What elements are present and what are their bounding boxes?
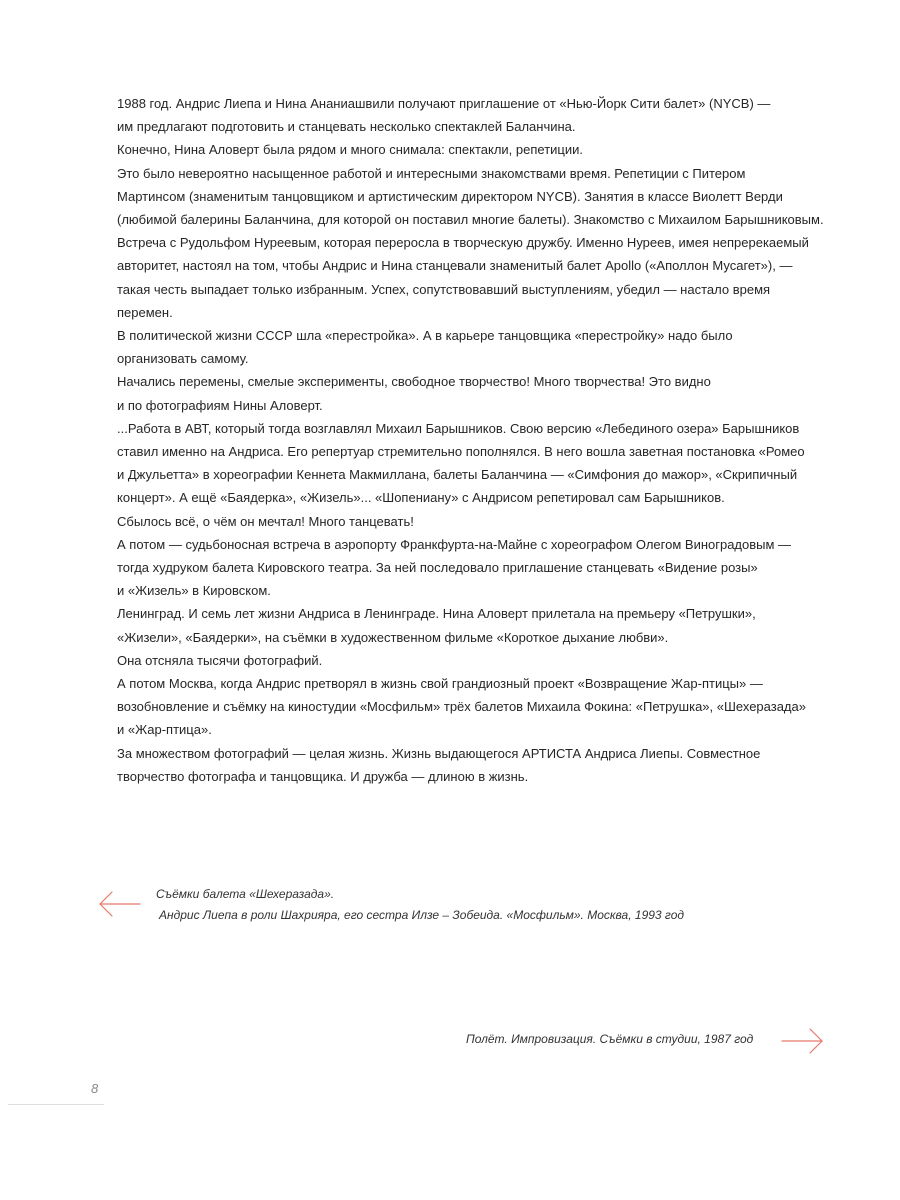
article-body [100,92,824,788]
paragraph [100,138,820,161]
paragraph [100,602,820,648]
arrow-right-icon [780,1027,824,1055]
paragraph-line: (любимой балерины Баланчина, для которой он поставил многие балеты). Знакомство с Михаилом Барышниковым. [117,212,824,228]
paragraph-line: «Жизели», «Баядерки», на съёмки в художественном фильме «Короткое дыхание любви». [117,629,669,645]
arrow-left-icon [98,890,142,918]
paragraph-line: За множеством фотографий — целая жизнь. Жизнь выдающегося АРТИСТА Андриса Лиепы. Совместное [117,745,761,761]
paragraph-line: авторитет, настоял на том, чтобы Андрис и Нина станцевали знаменитый балет Apollo («Аполлон Мусагет»), — [117,258,793,274]
photo-caption-left [156,884,684,926]
paragraph-line: 1988 год. Андрис Лиепа и Нина Ананиашвили получают приглашение от «Нью-Йорк Сити балет» (NYCB) — [117,96,771,111]
paragraph-line: организовать самому. [117,351,249,367]
paragraph-line: А потом — судьбоносная встреча в аэропорту Франкфурта-на-Майне с хореографом Олегом Виноградовым — [117,536,792,552]
paragraph-line: Она отсняла тысячи фотографий. [117,652,323,668]
paragraph [100,672,820,742]
paragraph-line: и «Жизель» в Кировском. [117,583,271,599]
paragraph-line: концерт». А ещё «Баядерка», «Жизель»... «Шопениану» с Андрисом репетировал сам Барышников. [117,490,725,506]
paragraph-line: им предлагают подготовить и станцевать несколько спектаклей Баланчина. [117,119,576,135]
paragraph-line: Начались перемены, смелые эксперименты, свободное творчество! Много творчества! Это видно [117,374,711,390]
paragraph-line: возобновление и съёмку на киностудии «Мосфильм» трёх балетов Михаила Фокина: «Петрушка», «Шехеразада» [117,699,806,715]
page-number: 8 [91,1081,99,1096]
paragraph-line: Сбылось всё, о чём он мечтал! Много танцевать! [117,513,414,529]
paragraph-line: и Джульетта» в хореографии Кеннета Макмиллана, балеты Баланчина — «Симфония до мажор», «Скрипичный [117,467,798,483]
paragraph-line: Конечно, Нина Аловерт была рядом и много снимала: спектакли, репетиции. [117,142,584,158]
caption-left-line2: Андрис Лиепа в роли Шахрияра, его сестра Илзе – Зобеида. «Мосфильм». Москва, 1993 год [159,908,685,922]
paragraph-line: и «Жар-птица». [117,722,212,738]
paragraph [100,742,820,788]
paragraph-line: перемен. [117,304,173,320]
paragraph-line: Это было невероятно насыщенное работой и интересными знакомствами время. Репетиции с Питером [117,165,746,181]
paragraph-line: ставил именно на Андриса. Его репертуар стремительно пополнялся. В него вошла заветная постановка «Ромео [117,444,805,460]
paragraph [100,92,820,138]
paragraph-line: тогда худруком балета Кировского театра. За ней последовало приглашение станцевать «Видение розы» [117,560,758,576]
paragraph-line: творчество фотографа и танцовщика. И дружба — длиною в жизнь. [117,768,529,784]
paragraph-line: ...Работа в АВТ, который тогда возглавлял Михаил Барышников. Свою версию «Лебединого озера» Барышников [117,420,800,436]
paragraph [100,417,820,510]
paragraph-line: Мартинсом (знаменитым танцовщиком и артистическим директором NYCB). Занятия в классе Виолетт Верди [117,188,783,204]
paragraph [100,649,820,672]
footer-divider [8,1104,104,1105]
paragraph [100,324,820,370]
paragraph [100,510,820,533]
paragraph [100,162,824,324]
paragraph-line: А потом Москва, когда Андрис претворял в жизнь свой грандиозный проект «Возвращение Жар-птицы» — [117,676,763,692]
caption-left-line1: Съёмки балета «Шехеразада». [156,887,335,901]
paragraph [100,533,820,603]
paragraph-line: такая честь выпадает только избранным. Успех, сопутствовавший выступлениям, убедил — настало время [117,281,771,297]
paragraph-line: и по фотографиям Нины Аловерт. [117,397,323,413]
paragraph-line: В политической жизни СССР шла «перестройка». А в карьере танцовщика «перестройку» надо было [117,328,733,344]
paragraph-line: Встреча с Рудольфом Нуреевым, которая переросла в творческую дружбу. Именно Нуреев, имея непререкаемый [117,235,809,251]
paragraph [100,370,820,416]
photo-caption-right: Полёт. Импровизация. Съёмки в студии, 1987 год [466,1032,754,1046]
paragraph-line: Ленинград. И семь лет жизни Андриса в Ленинграде. Нина Аловерт прилетала на премьеру «Петрушки», [117,606,756,622]
